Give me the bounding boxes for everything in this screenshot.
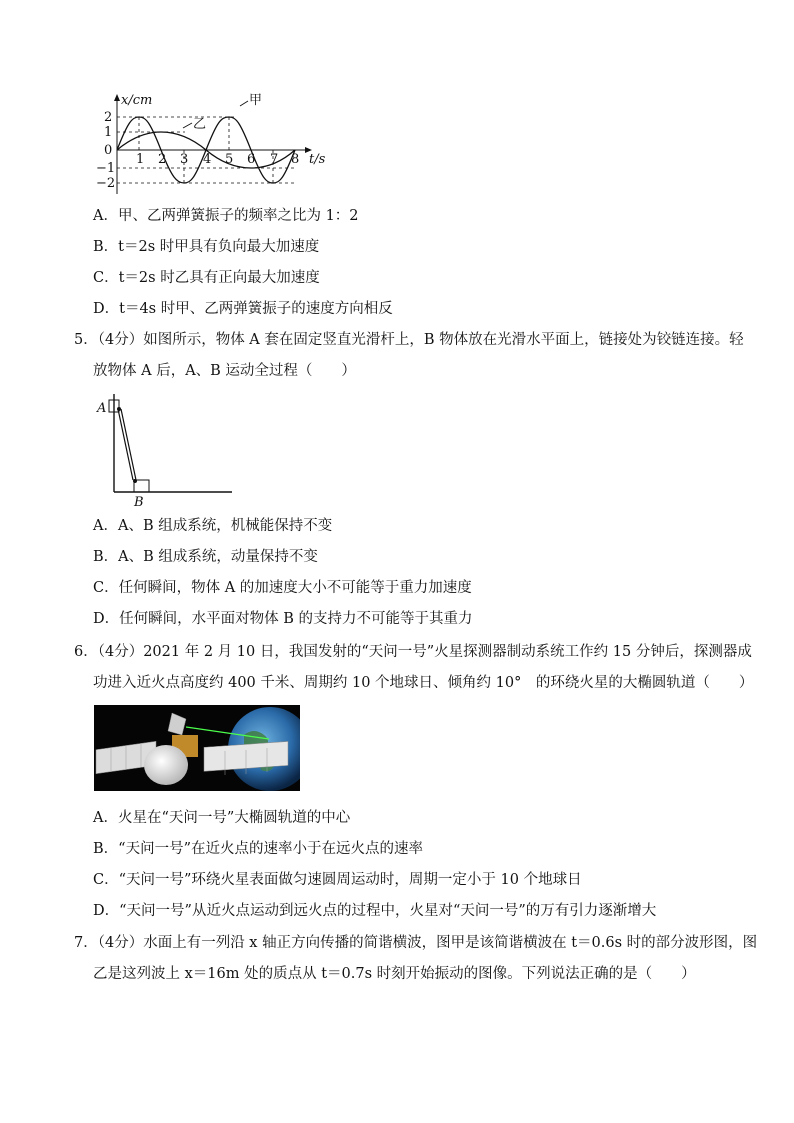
- label-a: A: [97, 401, 107, 416]
- q5-option-b: B．A、B 组成系统，动量保持不变: [93, 549, 318, 565]
- x-tick: 6: [247, 152, 256, 167]
- x-axis-label: t/s: [309, 152, 326, 167]
- x-tick: 2: [158, 152, 167, 167]
- y-tick: 0: [104, 143, 113, 158]
- q5-option-a: A．A、B 组成系统，机械能保持不变: [93, 518, 333, 534]
- curve-label-jia: 甲: [249, 93, 263, 108]
- q6-stem-line2: 功进入近火点高度约 400 千米、周期约 10 个地球日、倾角约 10° 的环绕火星的大椭圆轨道（ ）: [93, 675, 754, 691]
- q4-option-c: C．t＝2s 时乙具有正向最大加速度: [93, 270, 320, 286]
- x-tick: 7: [270, 152, 279, 167]
- oscillation-graph: [90, 90, 340, 202]
- q6-option-a: A．火星在“天问一号”大椭圆轨道的中心: [93, 810, 351, 826]
- x-tick: 5: [225, 152, 234, 167]
- q6-stem-line1: 6．（4分）2021 年 2 月 10 日，我国发射的“天问一号”火星探测器制动系统工作约 15 分钟后，探测器成: [74, 644, 752, 660]
- q5-option-d: D．任何瞬间，水平面对物体 B 的支持力不可能等于其重力: [93, 611, 473, 627]
- q6-option-c: C．“天问一号”环绕火星表面做匀速圆周运动时，周期一定小于 10 个地球日: [93, 872, 582, 888]
- q5-option-c: C．任何瞬间，物体 A 的加速度大小不可能等于重力加速度: [93, 580, 472, 596]
- x-tick: 1: [136, 152, 145, 167]
- q4-option-b: B．t＝2s 时甲具有负向最大加速度: [93, 239, 320, 255]
- q5-stem-line2: 放物体 A 后，A、B 运动全过程（ ）: [93, 363, 356, 379]
- q7-stem-line1: 7．（4分）水面上有一列沿 x 轴正方向传播的简谐横波，图甲是该简谐横波在 t＝0.6s 时的部分波形图，图: [74, 935, 758, 951]
- q7-stem-line2: 乙是这列波上 x＝16m 处的质点从 t＝0.7s 时刻开始振动的图像。下列说法正确的是（ ）: [93, 966, 696, 982]
- y-tick: 2: [104, 110, 113, 125]
- q4-option-a: A．甲、乙两弹簧振子的频率之比为 1：2: [93, 208, 359, 224]
- y-tick: 1: [104, 125, 113, 140]
- x-tick: 4: [203, 152, 212, 167]
- label-b: B: [134, 495, 144, 510]
- x-tick: 3: [180, 152, 189, 167]
- y-axis-label: x/cm: [121, 93, 153, 108]
- q4-option-d: D．t＝4s 时甲、乙两弹簧振子的速度方向相反: [93, 301, 393, 317]
- q6-option-d: D．“天问一号”从近火点运动到远火点的过程中，火星对“天问一号”的万有引力逐渐增大: [93, 903, 657, 919]
- x-tick: 8: [291, 152, 300, 167]
- q5-stem-line1: 5．（4分）如图所示，物体 A 套在固定竖直光滑杆上，B 物体放在光滑水平面上，链接处为铰链连接。轻: [74, 332, 744, 348]
- y-tick: −1: [96, 161, 116, 176]
- q6-option-b: B．“天问一号”在近火点的速率小于在远火点的速率: [93, 841, 423, 857]
- curve-label-yi: 乙: [193, 117, 207, 132]
- tianwen-probe-image: [94, 705, 300, 791]
- rod-mechanism-figure: [92, 388, 237, 510]
- y-tick: −2: [96, 176, 116, 191]
